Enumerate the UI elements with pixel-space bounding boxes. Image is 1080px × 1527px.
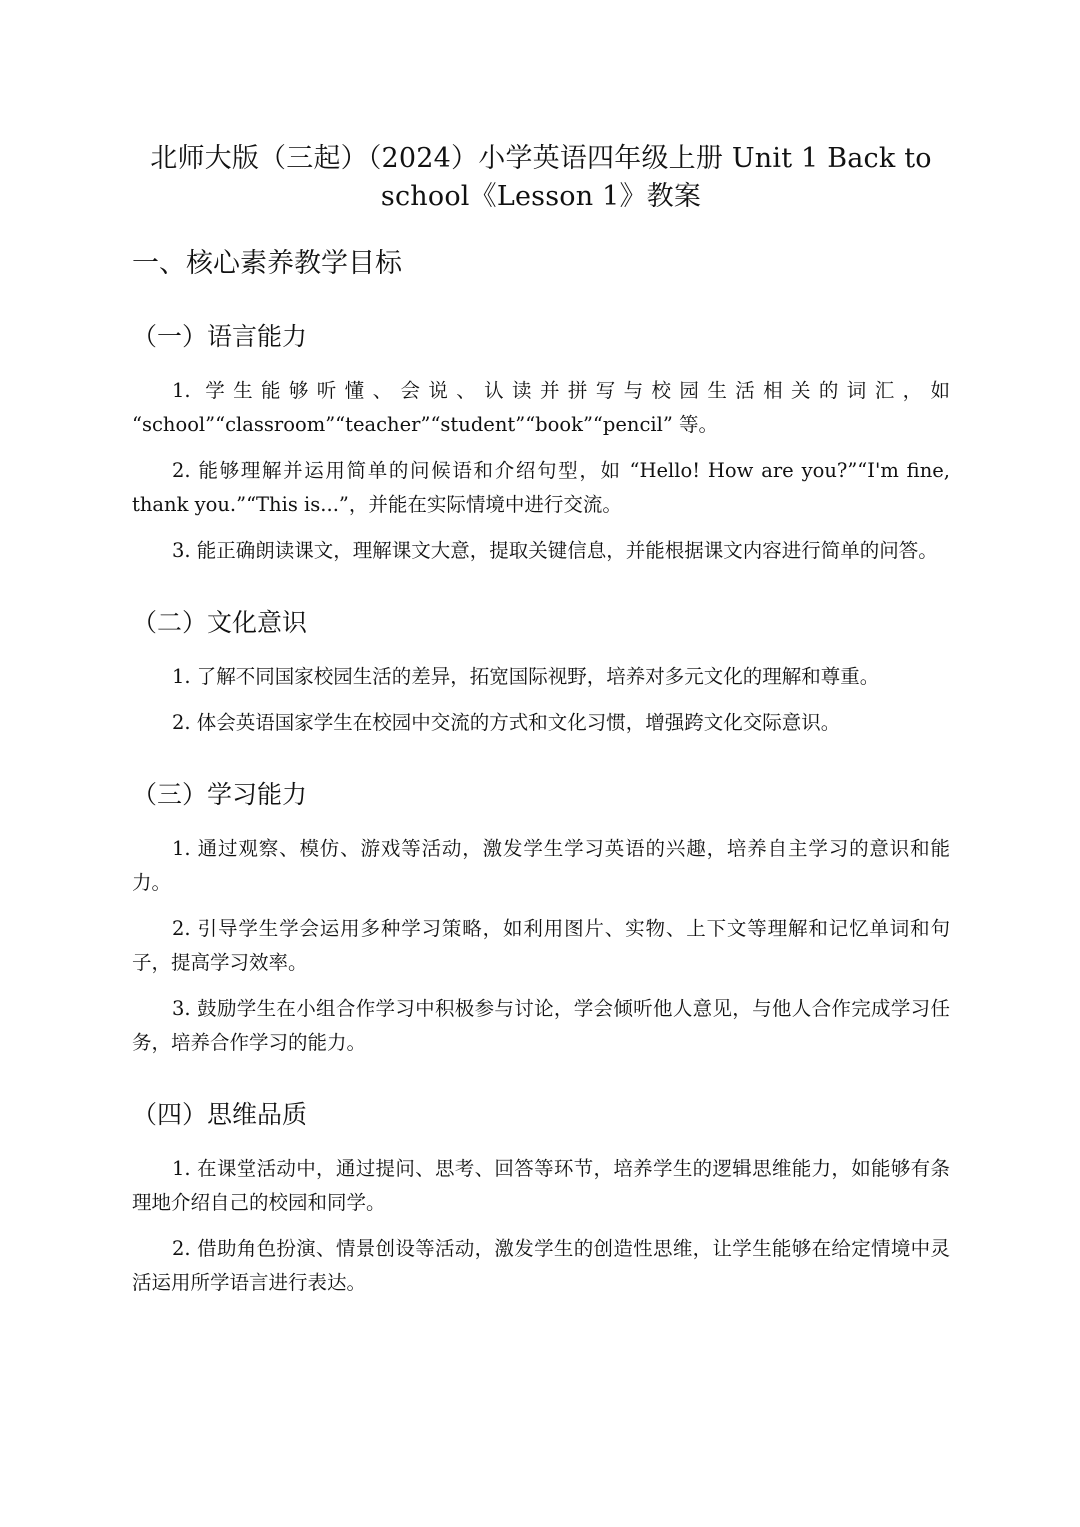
paragraph: 2. 体会英语国家学生在校园中交流的方式和文化习惯，增强跨文化交际意识。 [172, 711, 841, 734]
paragraph: 2. 能够理解并运用简单的问候语和介绍句型，如 “Hello! How are you?”“I'm fine, thank you.”“This is...”，并能在实际情境中进行交流。 [132, 459, 950, 516]
main-heading: 一、核心素养教学目标 [132, 248, 402, 279]
paragraph: 2. 引导学生学会运用多种学习策略，如利用图片、实物、上下文等理解和记忆单词和句子，提高学习效率。 [132, 917, 950, 974]
section-heading-language: （一）语言能力 [132, 322, 308, 351]
paragraph: 1. 在课堂活动中，通过提问、思考、回答等环节，培养学生的逻辑思维能力，如能够有条理地介绍自己的校园和同学。 [132, 1157, 950, 1214]
paragraph: 3. 能正确朗读课文，理解课文大意，提取关键信息，并能根据课文内容进行简单的问答。 [172, 539, 938, 562]
title-line-2: school《Lesson 1》教案 [380, 181, 702, 212]
paragraph: 1. 通过观察、模仿、游戏等活动，激发学生学习英语的兴趣，培养自主学习的意识和能力。 [132, 837, 950, 894]
paragraph: 3. 鼓励学生在小组合作学习中积极参与讨论，学会倾听他人意见，与他人合作完成学习任务，培养合作学习的能力。 [132, 997, 950, 1054]
section-heading-thinking: （四）思维品质 [132, 1100, 308, 1129]
paragraph: 2. 借助角色扮演、情景创设等活动，激发学生的创造性思维，让学生能够在给定情境中灵活运用所学语言进行表达。 [132, 1237, 950, 1294]
paragraph: 1. 学生能够听懂、会说、认读并拼写与校园生活相关的词汇，如 “school”“classroom”“teacher”“student”“book”“pencil” 等。 [132, 379, 950, 436]
title-line-1: 北师大版（三起）（2024）小学英语四年级上册 Unit 1 Back to [150, 143, 932, 174]
paragraph: 1. 了解不同国家校园生活的差异，拓宽国际视野，培养对多元文化的理解和尊重。 [172, 665, 880, 688]
section-heading-culture: （二）文化意识 [132, 608, 308, 637]
document-title [132, 140, 950, 216]
section-heading-learning: （三）学习能力 [132, 780, 308, 809]
document-page [132, 140, 950, 1300]
